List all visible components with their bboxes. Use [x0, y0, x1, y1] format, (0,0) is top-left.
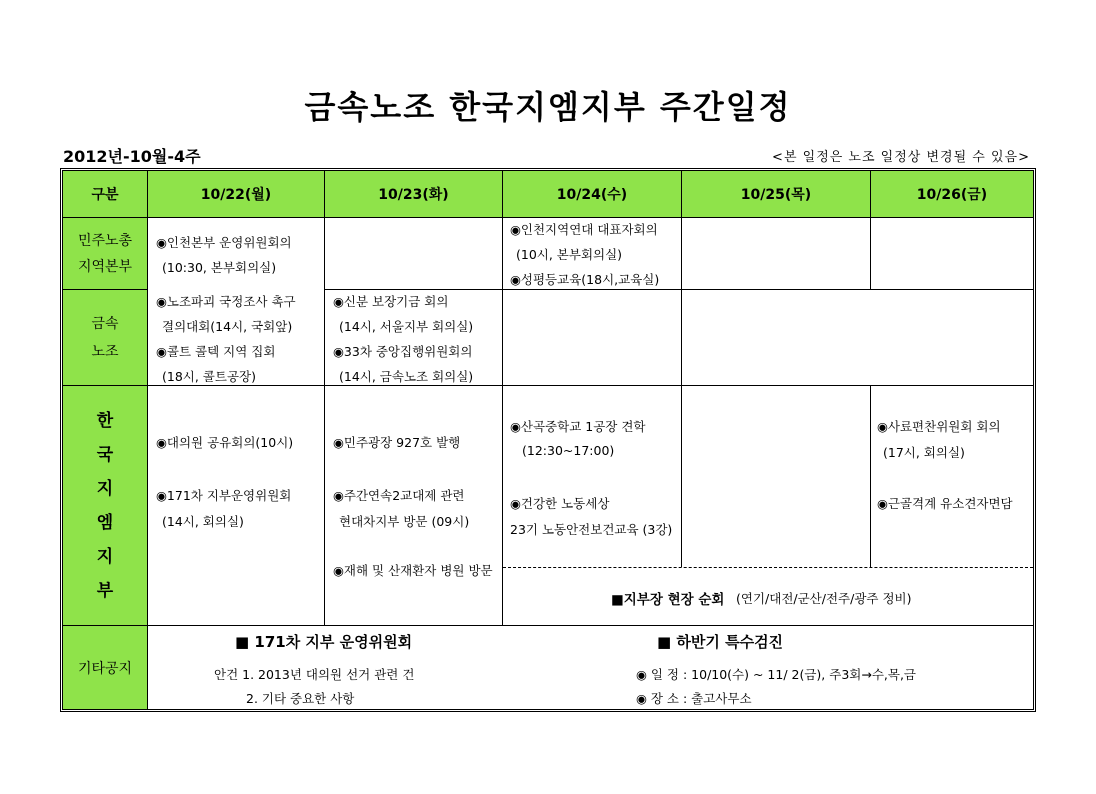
gm-mon-line: ◉171차 지부운영위원회	[156, 488, 292, 503]
other-right-item: ◉ 일 정 : 10/10(수) ~ 11/ 2(금), 주3회→수,목,금	[636, 667, 917, 682]
gm-tue-line: ◉주간연속2교대제 관련	[333, 488, 465, 503]
other-left-title: ■ 171차 지부 운영위원회	[235, 633, 413, 651]
regional-mon-line: (10:30, 본부회의실)	[162, 260, 277, 275]
gm-tue-line: ◉민주광장 927호 발행	[333, 435, 461, 450]
cell-gm-thu	[682, 386, 871, 567]
union-mon-line: (18시, 콜트공장)	[162, 369, 256, 384]
cell-regional-thu	[682, 218, 871, 290]
cell-regional-mon	[148, 218, 325, 290]
header-day-wed: 10/24(수)	[503, 171, 682, 218]
gm-wed-line: (12:30~17:00)	[522, 443, 615, 458]
schedule-table	[60, 168, 1036, 712]
cell-gm-mon	[148, 386, 325, 626]
cell-union-thu-fri	[682, 290, 1033, 386]
row-label-gm-char: 지	[96, 546, 114, 567]
union-mon-line: 결의대회(14시, 국회앞)	[162, 319, 293, 334]
gm-mon-line: ◉대의원 공유회의(10시)	[156, 435, 294, 450]
gm-wed-line: ◉산곡중학교 1공장 견학	[510, 419, 646, 434]
header-category: 구분	[63, 171, 148, 218]
header-day-tue: 10/23(화)	[325, 171, 503, 218]
row-label-regional-line2: 지역본부	[77, 258, 133, 275]
union-tue-line: ◉신분 보장기금 회의	[333, 294, 449, 309]
tour-title: ■지부장 현장 순회	[611, 592, 725, 608]
regional-wed-line: ◉성평등교육(18시,교육실)	[510, 272, 660, 287]
cell-regional-tue	[325, 218, 503, 290]
page-title: 금속노조 한국지엠지부 주간일정	[304, 88, 792, 126]
row-label-regional-line1: 민주노총	[77, 232, 133, 249]
union-mon-line: ◉콜트 콜텍 지역 집회	[156, 344, 276, 359]
row-label-union	[63, 290, 148, 386]
gm-fri-line: (17시, 회의실)	[883, 445, 965, 460]
regional-wed-line: (10시, 본부회의실)	[516, 247, 623, 262]
row-label-gm-char: 부	[96, 580, 114, 601]
week-label: 2012년-10월-4주	[63, 147, 201, 166]
cell-gm-tue	[325, 386, 503, 626]
gm-fri-line: ◉사료편찬위원회 회의	[877, 419, 1001, 434]
gm-mon-line: (14시, 회의실)	[162, 514, 244, 529]
cell-regional-fri	[871, 218, 1033, 290]
other-left-item: 안건 1. 2013년 대의원 선거 관련 건	[214, 667, 415, 682]
row-label-gm-char: 지	[96, 478, 114, 499]
cell-gm-wed	[503, 386, 682, 567]
gm-tue-line: 현대차지부 방문 (09시)	[339, 514, 470, 529]
cell-gm-fri	[871, 386, 1033, 567]
header-day-fri: 10/26(금)	[871, 171, 1033, 218]
row-label-union-line1: 금속	[91, 315, 119, 332]
gm-fri-line: ◉근골격계 유소견자면담	[877, 496, 1013, 511]
row-label-gm-char: 엠	[96, 512, 114, 533]
row-label-other: 기타공지	[63, 626, 148, 709]
tour-detail: (연기/대전/군산/전주/광주 정비)	[736, 591, 912, 606]
row-label-gm	[63, 386, 148, 626]
header-day-thu: 10/25(목)	[682, 171, 871, 218]
cell-union-wed	[503, 290, 682, 386]
row-label-gm-char: 국	[96, 444, 114, 465]
regional-mon-line: ◉인천본부 운영위원회의	[156, 235, 292, 250]
row-label-regional	[63, 218, 148, 290]
notice-label: <본 일정은 노조 일정상 변경될 수 있음>	[772, 150, 1030, 165]
other-right-item: ◉ 장 소 : 출고사무소	[636, 691, 752, 706]
other-right-title: ■ 하반기 특수검진	[657, 633, 784, 651]
row-label-union-line2: 노조	[91, 343, 119, 360]
regional-wed-line: ◉인천지역연대 대표자회의	[510, 222, 658, 237]
gm-wed-line: 23기 노동안전보건교육 (3강)	[510, 522, 673, 537]
gm-wed-line: ◉건강한 노동세상	[510, 496, 610, 511]
header-day-mon: 10/22(월)	[148, 171, 325, 218]
union-tue-line: (14시, 서울지부 회의실)	[339, 319, 474, 334]
union-mon-line: ◉노조파괴 국정조사 촉구	[156, 294, 296, 309]
union-tue-line: (14시, 금속노조 회의실)	[339, 369, 474, 384]
other-left-item: 2. 기타 중요한 사항	[246, 691, 355, 706]
gm-tue-line: ◉재해 및 산재환자 병원 방문	[333, 563, 493, 578]
row-label-gm-char: 한	[96, 410, 114, 431]
union-tue-line: ◉33차 중앙집행위원회의	[333, 344, 473, 359]
